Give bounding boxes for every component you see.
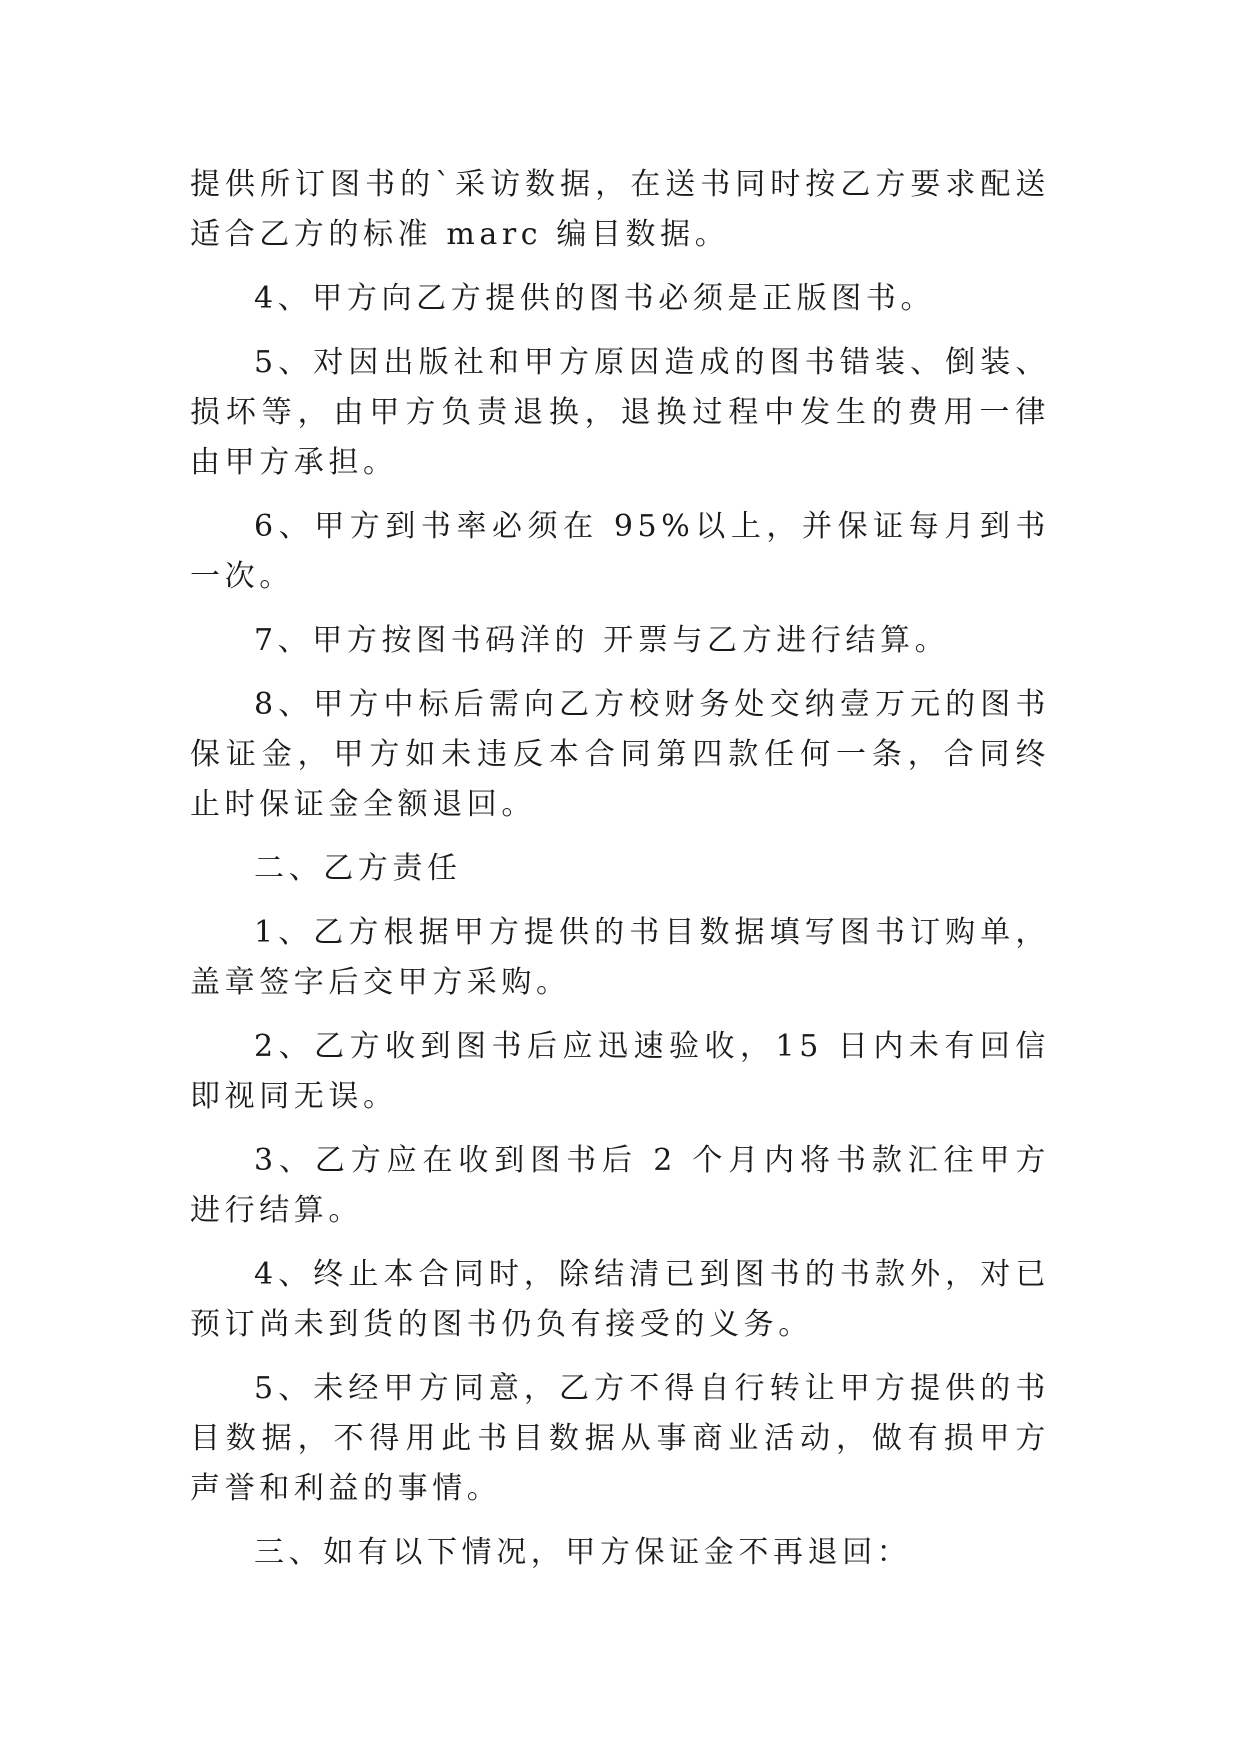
document-body xyxy=(190,160,1050,1592)
paragraph: 4、甲方向乙方提供的图书必须是正版图书。 xyxy=(254,281,936,316)
paragraph: 3、乙方应在收到图书后 2 个月内将书款汇往甲方进行结算。 xyxy=(190,1143,1050,1228)
paragraph: 4、终止本合同时，除结清已到图书的书款外，对已预订尚未到货的图书仍负有接受的义务。 xyxy=(190,1257,1050,1342)
paragraph: 5、未经甲方同意，乙方不得自行转让甲方提供的书目数据，不得用此书目数据从事商业活动，做有损甲方声誉和利益的事情。 xyxy=(190,1371,1050,1506)
paragraph: 6、甲方到书率必须在 95%以上，并保证每月到书一次。 xyxy=(190,509,1050,594)
paragraph: 1、乙方根据甲方提供的书目数据填写图书订购单，盖章签字后交甲方采购。 xyxy=(190,915,1050,1000)
section-heading: 三、如有以下情况，甲方保证金不再退回： xyxy=(254,1535,912,1570)
paragraph: 2、乙方收到图书后应迅速验收，15 日内未有回信即视同无误。 xyxy=(190,1029,1050,1114)
paragraph: 5、对因出版社和甲方原因造成的图书错装、倒装、损坏等，由甲方负责退换，退换过程中发生的费用一律由甲方承担。 xyxy=(190,345,1050,480)
paragraph: 提供所订图书的`采访数据，在送书同时按乙方要求配送适合乙方的标准 marc 编目数据。 xyxy=(190,167,1050,252)
section-heading: 二、乙方责任 xyxy=(254,851,462,886)
paragraph: 8、甲方中标后需向乙方校财务处交纳壹万元的图书保证金，甲方如未违反本合同第四款任何一条，合同终止时保证金全额退回。 xyxy=(190,687,1050,822)
paragraph: 7、甲方按图书码洋的 开票与乙方进行结算。 xyxy=(254,623,950,658)
